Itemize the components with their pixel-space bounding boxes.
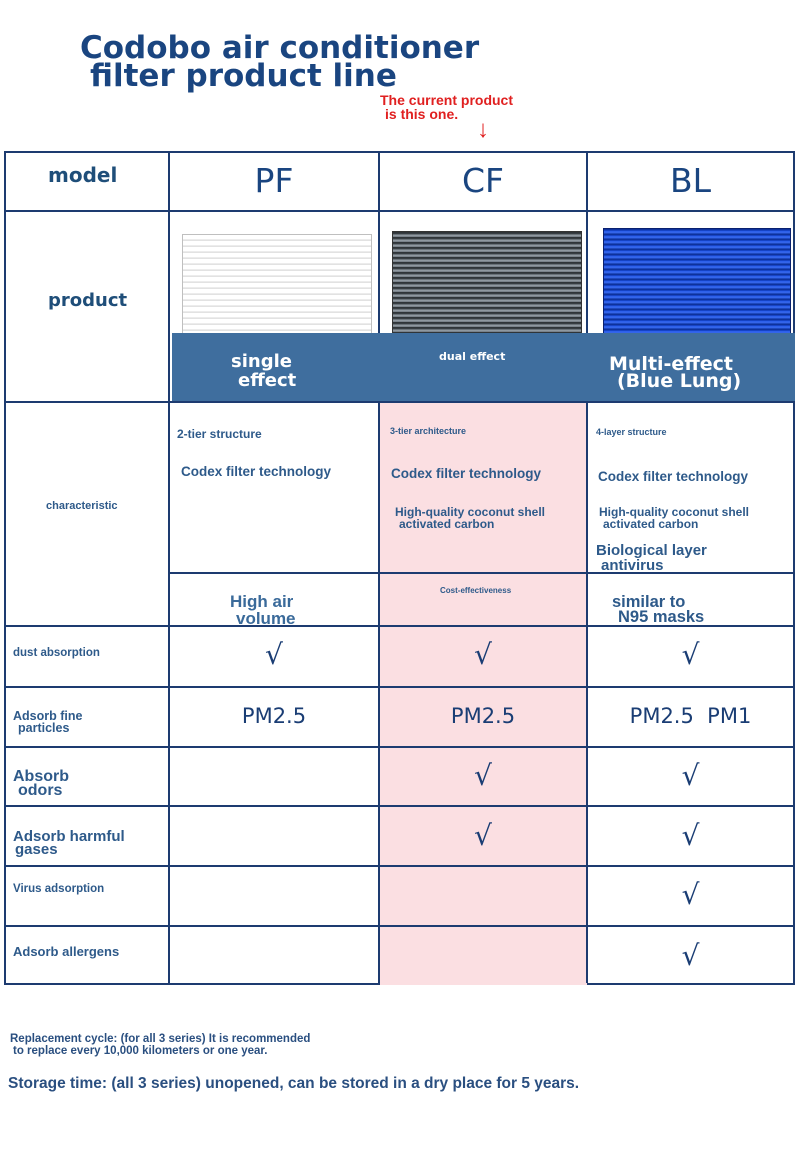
current-product-note [380, 93, 513, 121]
row-label-absorb-odors: Absorb odors [13, 768, 69, 799]
cf-highlight-column [380, 403, 587, 985]
cf-filter-image [392, 231, 582, 336]
divider [6, 925, 793, 927]
check-icon: √ [681, 939, 700, 972]
divider [6, 865, 793, 867]
comparison-table [4, 151, 795, 985]
model-bl: BL [669, 161, 712, 200]
check-icon: √ [265, 638, 283, 671]
row-label-virus-adsorption: Virus adsorption [13, 883, 105, 895]
cf-structure: 3-tier architecture [390, 426, 467, 436]
check-icon: √ [474, 638, 492, 671]
note-line-2: is this one. [385, 106, 459, 122]
row-label-harmful-gases: Adsorb harmful gases [13, 828, 125, 858]
check-icon: √ [681, 819, 700, 852]
bl-carbon: High-quality coconut shell activated carbon [599, 505, 750, 531]
divider [378, 153, 380, 983]
note-line-1: The current product [380, 92, 514, 108]
cf-particles: PM2.5 [450, 704, 516, 728]
bl-effect: Multi-effect (Blue Lung) [609, 353, 742, 392]
model-pf: PF [254, 161, 294, 200]
pf-particles: PM2.5 [241, 704, 307, 728]
check-icon: √ [474, 819, 492, 852]
bl-structure: 4-layer structure [596, 427, 667, 437]
divider [6, 686, 793, 688]
pf-filter-image [182, 234, 372, 336]
characteristic-label: characteristic [46, 500, 118, 512]
cf-carbon: High-quality coconut shell activated carbon [395, 505, 546, 531]
row-label-dust-absorption: dust absorption [13, 647, 100, 659]
replacement-cycle-note: Replacement cycle: (for all 3 series) It is recommended to replace every 10,000 kilometers or one year. [10, 1033, 311, 1057]
check-icon: √ [474, 759, 492, 792]
check-icon: √ [681, 878, 700, 911]
pf-feature: High air volume [230, 592, 296, 628]
bl-particles: PM2.5 PM1 [629, 704, 752, 728]
bl-tech: Codex filter technology [598, 469, 749, 484]
product-label: product [48, 290, 128, 311]
bl-bio: Biological layer antivirus [596, 542, 707, 574]
storage-time-note: Storage time: (all 3 series) unopened, can be stored in a dry place for 5 years. [8, 1075, 580, 1092]
divider [168, 153, 170, 983]
check-icon: √ [681, 759, 700, 792]
row-label-fine-particles: Adsorb fine particles [13, 709, 83, 735]
bl-feature: similar to N95 masks [612, 593, 705, 626]
divider [6, 805, 793, 807]
divider [6, 401, 793, 403]
title-line-2: filter product line [90, 58, 397, 94]
model-label: model [48, 163, 118, 187]
pf-structure: 2-tier structure [177, 427, 262, 441]
bl-filter-image [603, 228, 791, 336]
divider [6, 746, 793, 748]
pf-effect: single effect [231, 351, 297, 391]
divider [586, 153, 588, 983]
down-arrow-icon: ↓ [477, 116, 489, 143]
cf-effect: dual effect [439, 350, 506, 363]
pf-tech: Codex filter technology [181, 464, 332, 479]
check-icon: √ [681, 638, 700, 671]
cf-tech: Codex filter technology [391, 466, 542, 481]
title-line-1: Codobo air conditioner [80, 30, 480, 66]
page-title [80, 30, 480, 94]
model-cf: CF [461, 161, 505, 200]
row-label-allergens: Adsorb allergens [13, 944, 120, 959]
cf-feature: Cost-effectiveness [440, 586, 512, 595]
divider [6, 210, 793, 212]
